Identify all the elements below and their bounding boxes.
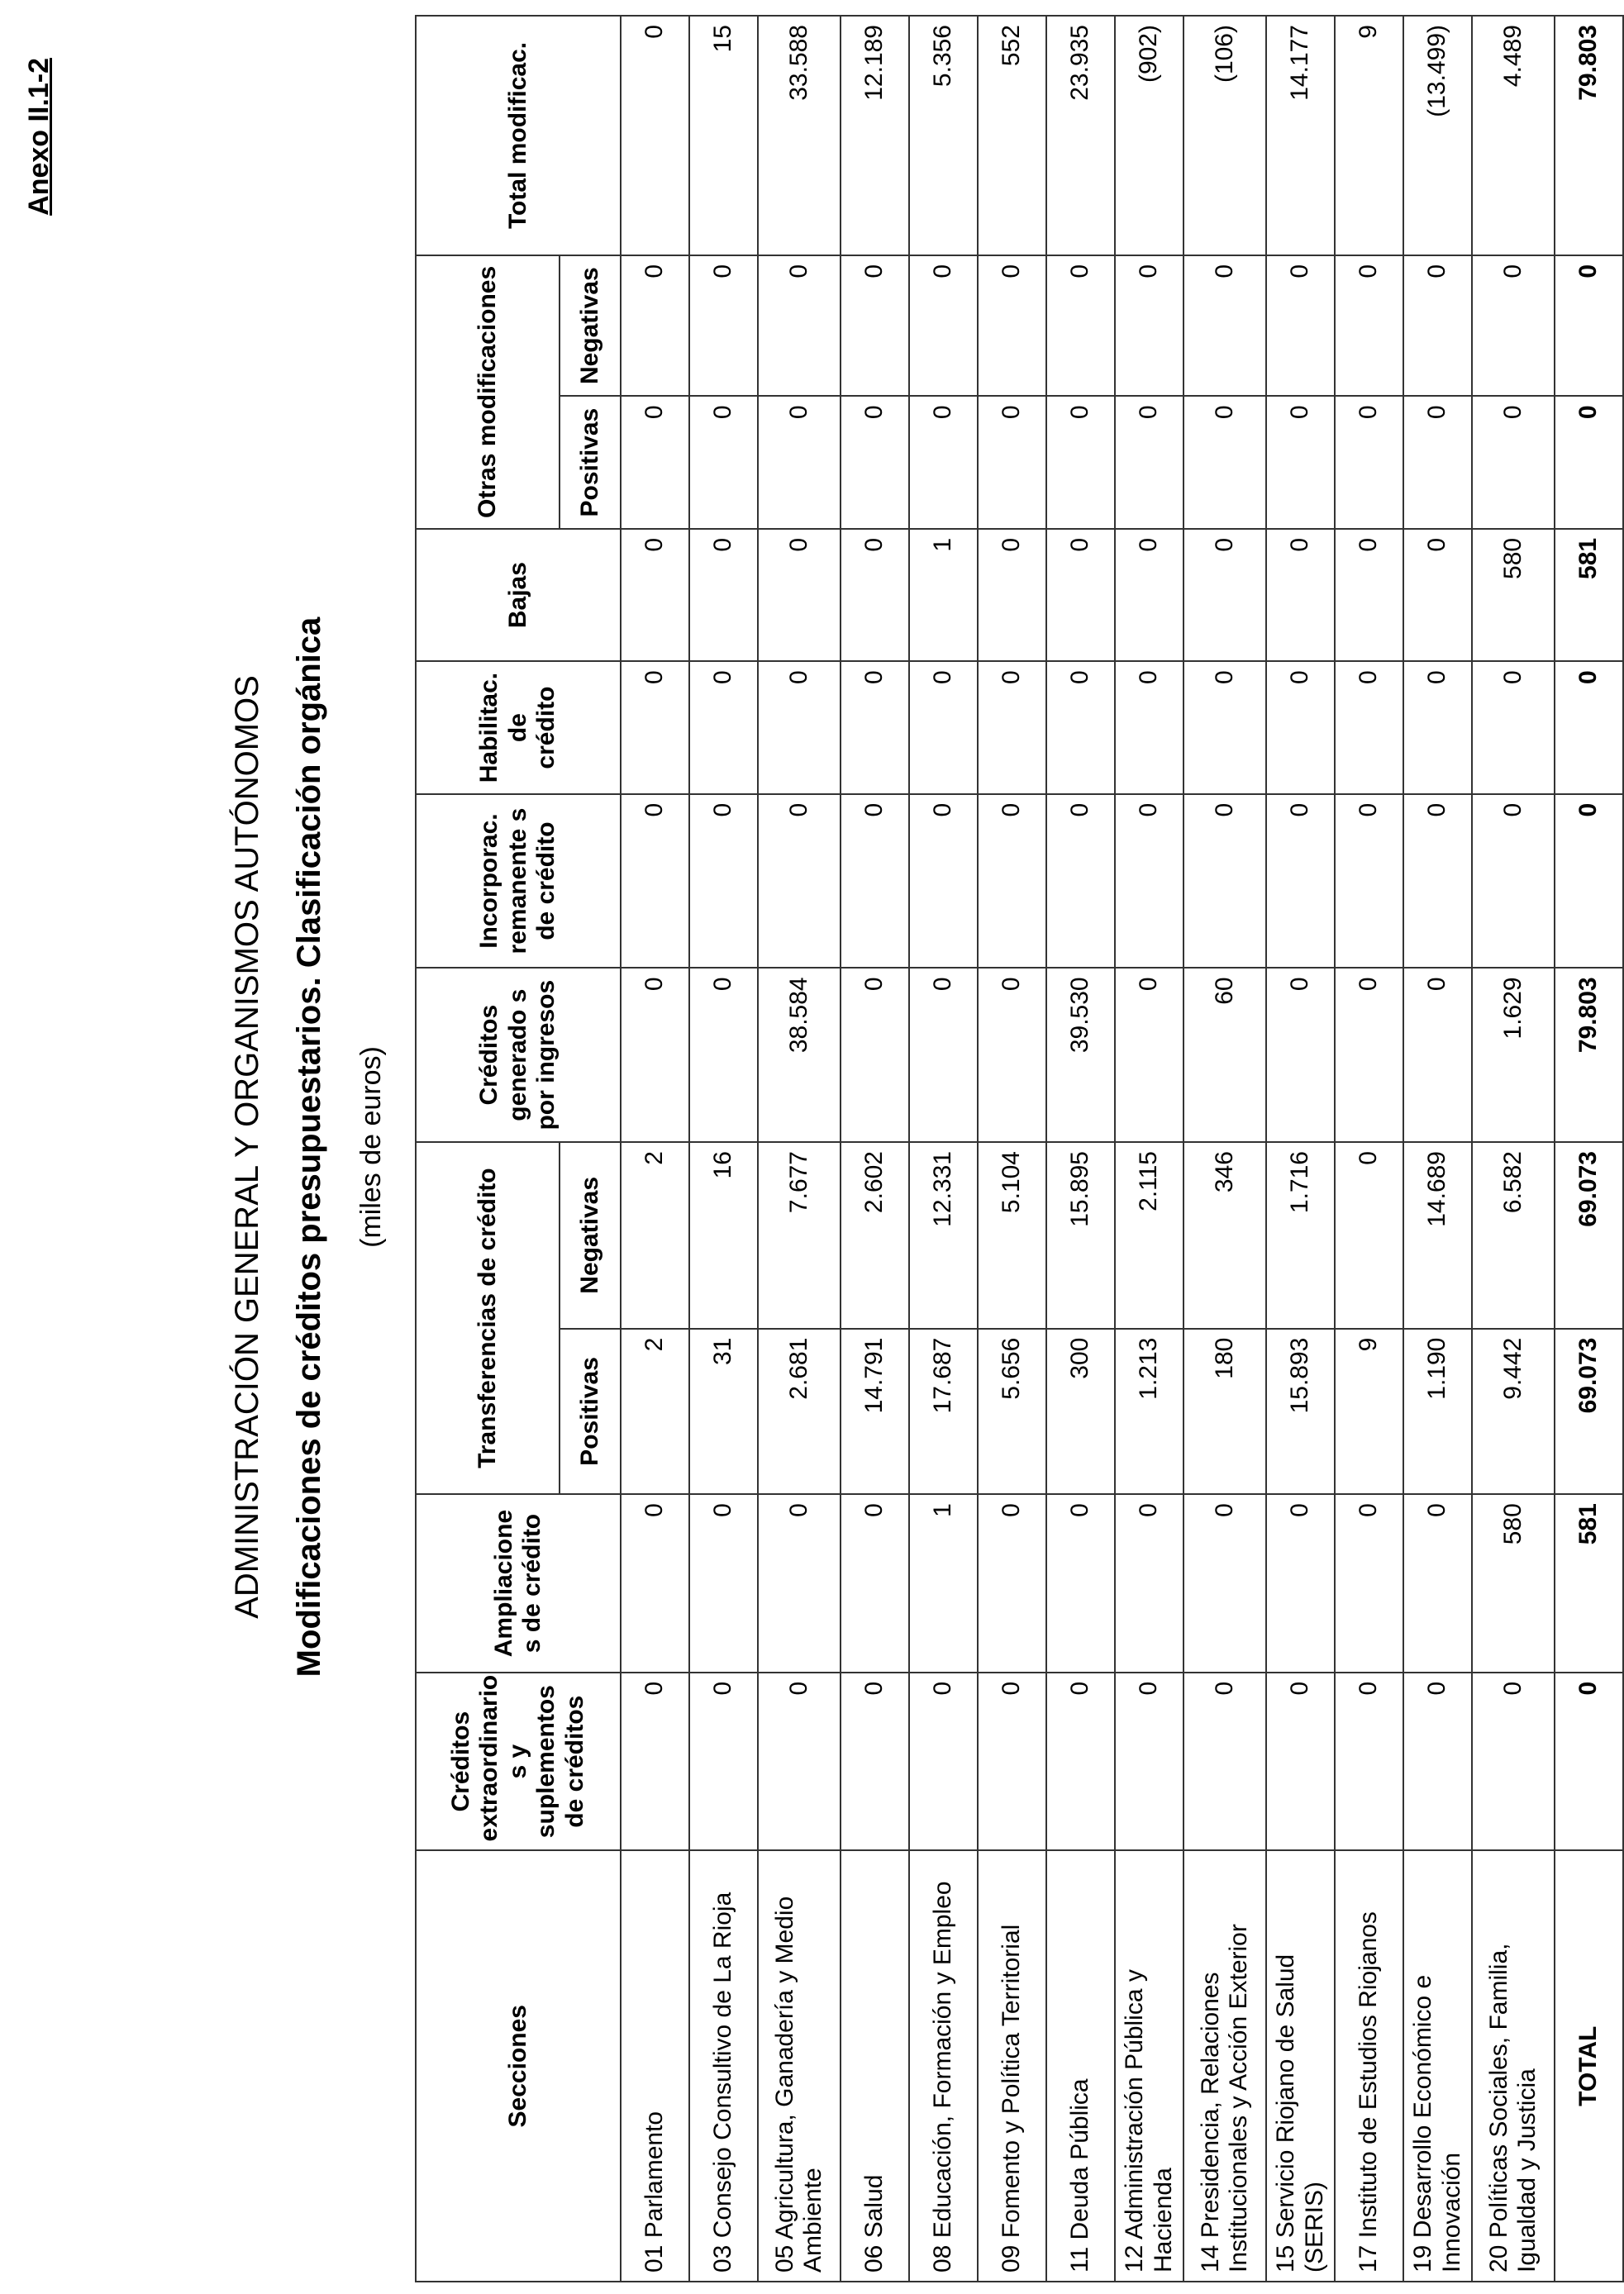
value-cell: 0: [1335, 794, 1403, 969]
value-cell: 9.442: [1472, 1329, 1555, 1495]
value-cell: 0: [1046, 396, 1115, 528]
value-cell: 0: [841, 396, 909, 528]
header-otras-positivas: Positivas: [560, 396, 621, 528]
value-cell: 1.716: [1266, 1142, 1335, 1329]
section-name: 12 Administración Pública y Hacienda: [1115, 1850, 1183, 2282]
header-secciones: Secciones: [416, 1850, 621, 2282]
table-row: [1335, 16, 1403, 2282]
value-cell: 0: [1555, 794, 1623, 969]
header-habilitaciones: Habilitac. de crédito: [416, 661, 621, 793]
value-cell: 7.677: [758, 1142, 841, 1329]
section-name: 03 Consejo Consultivo de La Rioja: [689, 1850, 758, 2282]
value-cell: 0: [909, 396, 978, 528]
table-body: [621, 16, 1623, 2282]
value-cell: 0: [1403, 396, 1472, 528]
value-cell: 0: [621, 529, 689, 661]
value-cell: 0: [841, 794, 909, 969]
value-cell: 1: [909, 1494, 978, 1673]
value-cell: 0: [978, 529, 1046, 661]
value-cell: 0: [1183, 255, 1266, 397]
value-cell: 0: [1555, 396, 1623, 528]
value-cell: 14.689: [1403, 1142, 1472, 1329]
value-cell: 12.189: [841, 16, 909, 255]
value-cell: 0: [1266, 529, 1335, 661]
header-otras-modificaciones: Otras modificaciones: [416, 255, 560, 529]
table-row: [1183, 16, 1266, 2282]
value-cell: 0: [1403, 794, 1472, 969]
value-cell: 15.893: [1266, 1329, 1335, 1495]
value-cell: 0: [1115, 255, 1183, 397]
value-cell: 0: [1046, 661, 1115, 793]
value-cell: 0: [1335, 1142, 1403, 1329]
value-cell: 0: [1403, 1494, 1472, 1673]
value-cell: 0: [1472, 396, 1555, 528]
value-cell: 5.104: [978, 1142, 1046, 1329]
value-cell: 69.073: [1555, 1329, 1623, 1495]
value-cell: 581: [1555, 1494, 1623, 1673]
value-cell: 0: [841, 1673, 909, 1851]
table-row: [1403, 16, 1472, 2282]
value-cell: 0: [1472, 794, 1555, 969]
value-cell: 15.895: [1046, 1142, 1115, 1329]
table-row: [689, 16, 758, 2282]
value-cell: 14.177: [1266, 16, 1335, 255]
value-cell: 0: [758, 396, 841, 528]
table-row: [1115, 16, 1183, 2282]
value-cell: 0: [689, 968, 758, 1142]
value-cell: 9: [1335, 16, 1403, 255]
value-cell: 0: [1403, 968, 1472, 1142]
value-cell: 0: [909, 1673, 978, 1851]
value-cell: 0: [1266, 968, 1335, 1142]
value-cell: 39.530: [1046, 968, 1115, 1142]
value-cell: 60: [1183, 968, 1266, 1142]
header-total: Total modificac.: [416, 16, 621, 255]
value-cell: 0: [1183, 794, 1266, 969]
value-cell: 0: [1046, 794, 1115, 969]
value-cell: 79.803: [1555, 16, 1623, 255]
table-total-row: [1555, 16, 1623, 2282]
value-cell: 0: [1183, 1673, 1266, 1851]
value-cell: 0: [909, 661, 978, 793]
section-name: 11 Deuda Pública: [1046, 1850, 1115, 2282]
value-cell: (13.499): [1403, 16, 1472, 255]
value-cell: 0: [1555, 255, 1623, 397]
value-cell: 0: [1403, 661, 1472, 793]
value-cell: 580: [1472, 1494, 1555, 1673]
section-name: 19 Desarrollo Económico e Innovación: [1403, 1850, 1472, 2282]
value-cell: 0: [689, 1673, 758, 1851]
value-cell: 0: [1046, 255, 1115, 397]
header-ampliaciones: Ampliacione s de crédito: [416, 1494, 621, 1673]
value-cell: 0: [1046, 1673, 1115, 1851]
value-cell: 9: [1335, 1329, 1403, 1495]
section-name: 17 Instituto de Estudios Riojanos: [1335, 1850, 1403, 2282]
value-cell: 1.629: [1472, 968, 1555, 1142]
table-row: [621, 16, 689, 2282]
value-cell: 2.602: [841, 1142, 909, 1329]
table-row: [978, 16, 1046, 2282]
value-cell: 0: [1183, 396, 1266, 528]
value-cell: 12.331: [909, 1142, 978, 1329]
value-cell: 0: [1266, 661, 1335, 793]
value-cell: 23.935: [1046, 16, 1115, 255]
value-cell: 0: [1472, 255, 1555, 397]
value-cell: 0: [841, 529, 909, 661]
value-cell: 0: [978, 255, 1046, 397]
value-cell: 2.115: [1115, 1142, 1183, 1329]
value-cell: 0: [1472, 661, 1555, 793]
value-cell: 0: [1266, 1673, 1335, 1851]
value-cell: 0: [1266, 396, 1335, 528]
value-cell: 0: [1115, 1673, 1183, 1851]
value-cell: 0: [758, 529, 841, 661]
section-name: 15 Servicio Riojano de Salud (SERIS): [1266, 1850, 1335, 2282]
value-cell: 0: [909, 968, 978, 1142]
value-cell: 0: [1183, 1494, 1266, 1673]
value-cell: 0: [1335, 1673, 1403, 1851]
header-creditos-extraordinarios: Créditos extraordinario s y suplementos de créditos: [416, 1673, 621, 1851]
table-row: [1266, 16, 1335, 2282]
value-cell: 0: [1046, 529, 1115, 661]
table-row: [1472, 16, 1555, 2282]
value-cell: 1.213: [1115, 1329, 1183, 1495]
value-cell: 0: [1335, 529, 1403, 661]
value-cell: 4.489: [1472, 16, 1555, 255]
value-cell: 0: [1266, 794, 1335, 969]
value-cell: 31: [689, 1329, 758, 1495]
value-cell: 2.681: [758, 1329, 841, 1495]
value-cell: 0: [841, 1494, 909, 1673]
value-cell: 33.588: [758, 16, 841, 255]
value-cell: 0: [1115, 661, 1183, 793]
document-title: ADMINISTRACIÓN GENERAL Y ORGANISMOS AUTÓNOMOS: [229, 675, 265, 1619]
value-cell: 0: [978, 396, 1046, 528]
document-subtitle: Modificaciones de créditos presupuestarios. Clasificación orgánica: [291, 616, 327, 1678]
value-cell: 0: [621, 661, 689, 793]
header-otras-negativas: Negativas: [560, 255, 621, 397]
value-cell: 346: [1183, 1142, 1266, 1329]
table-row: [1046, 16, 1115, 2282]
value-cell: 0: [758, 794, 841, 969]
value-cell: 14.791: [841, 1329, 909, 1495]
value-cell: 5.356: [909, 16, 978, 255]
header-creditos-generados: Créditos generado s por ingresos: [416, 968, 621, 1142]
value-cell: 0: [1335, 396, 1403, 528]
header-transf-positivas: Positivas: [560, 1329, 621, 1495]
value-cell: 0: [1115, 529, 1183, 661]
value-cell: 180: [1183, 1329, 1266, 1495]
header-transf-negativas: Negativas: [560, 1142, 621, 1329]
credit-modifications-table: [415, 15, 1624, 2282]
value-cell: 0: [758, 1494, 841, 1673]
value-cell: 0: [621, 968, 689, 1142]
annex-label: Anexo II.1-2: [23, 58, 55, 216]
value-cell: 0: [978, 1673, 1046, 1851]
value-cell: 69.073: [1555, 1142, 1623, 1329]
value-cell: 0: [758, 1673, 841, 1851]
value-cell: 0: [1183, 529, 1266, 661]
value-cell: 0: [978, 968, 1046, 1142]
table-row: [841, 16, 909, 2282]
value-cell: 5.656: [978, 1329, 1046, 1495]
value-cell: 0: [978, 794, 1046, 969]
value-cell: 0: [758, 661, 841, 793]
value-cell: 0: [1403, 1673, 1472, 1851]
value-cell: 0: [1183, 661, 1266, 793]
value-cell: 1.190: [1403, 1329, 1472, 1495]
section-name: 20 Políticas Sociales, Familia, Igualdad y Justicia: [1472, 1850, 1555, 2282]
value-cell: 0: [1335, 661, 1403, 793]
value-cell: 300: [1046, 1329, 1115, 1495]
value-cell: 0: [689, 396, 758, 528]
table-row: [758, 16, 841, 2282]
section-name: 09 Fomento y Política Territorial: [978, 1850, 1046, 2282]
value-cell: 0: [909, 794, 978, 969]
section-name: 14 Presidencia, Relaciones Institucionales y Acción Exterior: [1183, 1850, 1266, 2282]
value-cell: 0: [689, 661, 758, 793]
value-cell: (106): [1183, 16, 1266, 255]
value-cell: 6.582: [1472, 1142, 1555, 1329]
value-cell: 0: [1046, 1494, 1115, 1673]
value-cell: 17.687: [909, 1329, 978, 1495]
header-bajas: Bajas: [416, 529, 621, 661]
value-cell: 79.803: [1555, 968, 1623, 1142]
header-incorporaciones: Incorporac. remanente s de crédito: [416, 794, 621, 969]
value-cell: 0: [689, 255, 758, 397]
value-cell: 0: [1403, 529, 1472, 661]
section-name: 05 Agricultura, Ganadería y Medio Ambiente: [758, 1850, 841, 2282]
value-cell: 15: [689, 16, 758, 255]
value-cell: 0: [689, 1494, 758, 1673]
value-cell: 0: [1403, 255, 1472, 397]
value-cell: 0: [1335, 968, 1403, 1142]
value-cell: 0: [1555, 661, 1623, 793]
value-cell: 0: [621, 794, 689, 969]
section-name: 08 Educación, Formación y Empleo: [909, 1850, 978, 2282]
value-cell: 581: [1555, 529, 1623, 661]
units-label: (miles de euros): [355, 1046, 387, 1248]
value-cell: 0: [841, 255, 909, 397]
value-cell: (902): [1115, 16, 1183, 255]
value-cell: 0: [1115, 1494, 1183, 1673]
value-cell: 0: [1335, 255, 1403, 397]
value-cell: 0: [1266, 1494, 1335, 1673]
value-cell: 0: [1115, 794, 1183, 969]
section-name: TOTAL: [1555, 1850, 1623, 2282]
value-cell: 552: [978, 16, 1046, 255]
value-cell: 1: [909, 529, 978, 661]
value-cell: 0: [978, 661, 1046, 793]
section-name: 01 Parlamento: [621, 1850, 689, 2282]
value-cell: 0: [1335, 1494, 1403, 1673]
value-cell: 0: [1555, 1673, 1623, 1851]
section-name: 06 Salud: [841, 1850, 909, 2282]
value-cell: 0: [758, 255, 841, 397]
table-row: [909, 16, 978, 2282]
value-cell: 2: [621, 1142, 689, 1329]
value-cell: 38.584: [758, 968, 841, 1142]
value-cell: 0: [689, 529, 758, 661]
value-cell: 0: [1115, 396, 1183, 528]
value-cell: 0: [841, 968, 909, 1142]
value-cell: 0: [978, 1494, 1046, 1673]
value-cell: 0: [621, 1673, 689, 1851]
value-cell: 16: [689, 1142, 758, 1329]
value-cell: 0: [1115, 968, 1183, 1142]
value-cell: 0: [621, 396, 689, 528]
value-cell: 0: [689, 794, 758, 969]
value-cell: 2: [621, 1329, 689, 1495]
value-cell: 580: [1472, 529, 1555, 661]
value-cell: 0: [621, 1494, 689, 1673]
value-cell: 0: [841, 661, 909, 793]
value-cell: 0: [1266, 255, 1335, 397]
value-cell: 0: [621, 16, 689, 255]
value-cell: 0: [621, 255, 689, 397]
value-cell: 0: [1472, 1673, 1555, 1851]
value-cell: 0: [909, 255, 978, 397]
header-transferencias: Transferencias de crédito: [416, 1142, 560, 1494]
